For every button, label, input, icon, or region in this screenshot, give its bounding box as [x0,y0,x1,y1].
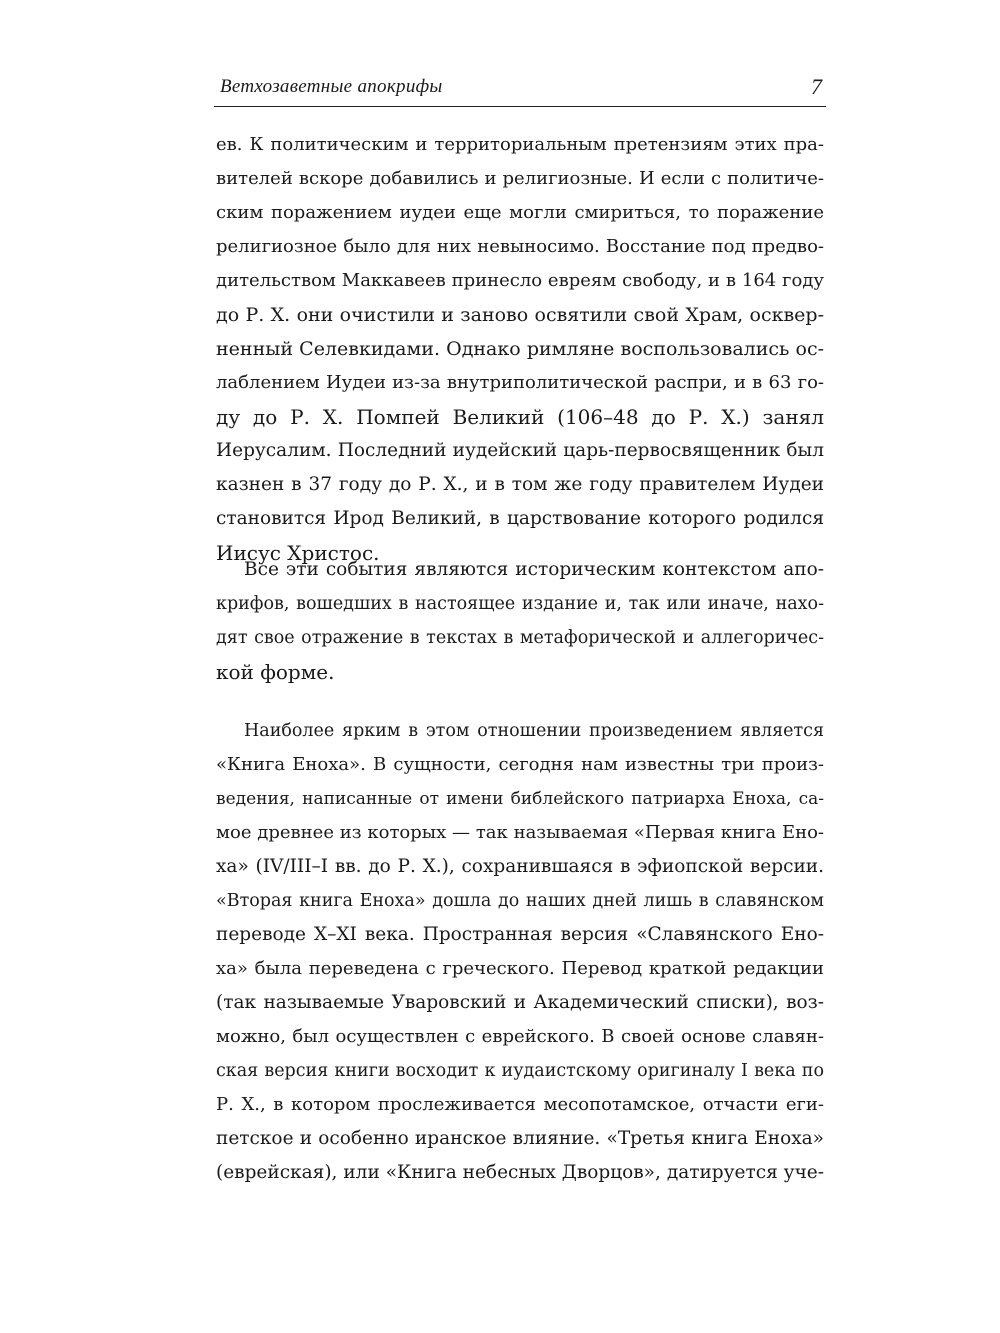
text-line: казнен в 37 году до Р. Х., и в том же году правителем Иудеи [216,474,824,495]
text-line: Иерусалим. Последний иудейский царь-первосвященник был [216,440,824,461]
text-line: Все эти события являются историческим контекстом апо- [244,559,824,580]
text-line: ненный Селевкидами. Однако римляне воспользовались ос- [216,338,824,360]
text-line: кой форме. [216,660,335,684]
text-line: Иисус Христос. [216,541,380,565]
text-line: религиозное было для них невыносимо. Восстание под предво- [216,236,824,257]
text-line: вителей вскоре добавились и религиозные. И если с политиче- [216,168,824,189]
text-line: лаблением Иудеи из-за внутриполитической распри, и в 63 го- [216,372,824,393]
text-line: (еврейская), или «Книга небесных Дворцов», датируется уче- [216,1162,824,1183]
paragraph-1 [216,128,824,570]
text-line: ха» была переведена с греческого. Перевод краткой редакции [216,958,824,979]
text-line: крифов, вошедших в настоящее издание и, так или иначе, нахо- [216,594,824,614]
text-line: становится Ирод Великий, в царствование которого родился [216,508,824,529]
text-line: ским поражением иудеи еще могли смириться, то поражение [216,202,824,223]
text-line: дят свое отражение в текстах в метафорической и аллегоричес- [216,628,824,648]
running-title: Ветхозаветные апокрифы [220,76,443,97]
text-line: ду до Р. Х. Помпей Великий (106–48 до Р. Х.) занял [216,405,824,429]
text-line: мое древнее из которых — так называемая «Первая книга Ено- [216,822,824,843]
text-line: Наиболее ярким в этом отношении произведением является [244,721,824,741]
text-line: ведения, написанные от имени библейского патриарха Еноха, са- [216,789,824,809]
paragraph-3 [216,714,824,1190]
header-rule [214,106,826,107]
running-head [214,74,826,104]
text-line: ев. К политическим и территориальным претензиям этих пра- [216,134,824,155]
text-line: дительством Маккавеев принесло евреям свободу, и в 164 году [216,270,824,291]
text-line: до Р. Х. они очистили и заново освятили свой Храм, осквер- [216,304,824,326]
page-number: 7 [811,74,822,99]
text-line: переводе X–XI века. Пространная версия «Славянского Ено- [216,924,824,945]
text-line: ха» (IV/III–I вв. до Р. Х.), сохранившаяся в эфиопской версии. [216,856,824,877]
text-line: петское и особенно иранское влияние. «Третья книга Еноха» [216,1128,824,1149]
text-line: Р. Х., в котором прослеживается месопотамское, отчасти еги- [216,1094,824,1115]
text-line: «Книга Еноха». В сущности, сегодня нам известны три произ- [216,754,824,775]
text-line: (так называемые Уваровский и Академический списки), воз- [216,992,824,1013]
text-line: ская версия книги восходит к иудаистскому оригиналу I века по [216,1061,824,1081]
text-line: можно, был осуществлен с еврейского. В своей основе славян- [216,1026,824,1047]
paragraph-2 [216,553,824,689]
text-line: «Вторая книга Еноха» дошла до наших дней лишь в славянском [216,891,824,911]
